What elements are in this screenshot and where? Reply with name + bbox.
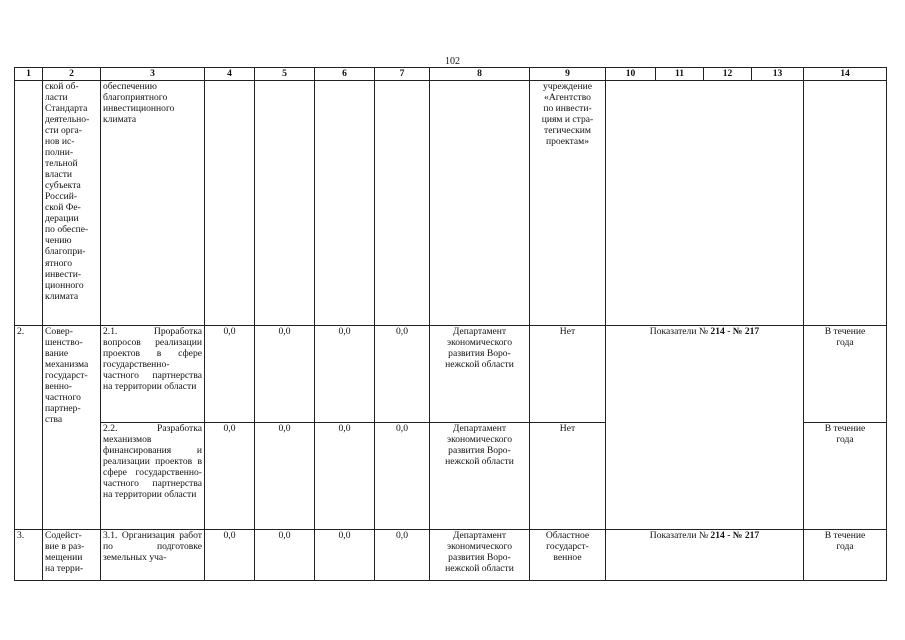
value-cell: 0,0 [315,530,375,581]
header-cell: 14 [804,68,887,81]
table-row [15,530,887,581]
term-cell: В течение года [804,530,887,581]
value-cell: 0,0 [375,423,430,530]
header-cell: 7 [375,68,430,81]
value-cell [205,81,255,326]
program-table [14,67,887,581]
value-cell [255,81,315,326]
value-cell: 0,0 [255,326,315,423]
activity-cell: обеспечению благоприятного инвестиционного климата [101,81,205,326]
header-cell: 3 [101,68,205,81]
value-cell: 0,0 [315,326,375,423]
activity-cell: 2.2. Разработка механизмов финансирования и реализации проектов в сфере государственно-частного партнерства на территории области [101,423,205,530]
header-cell: 8 [430,68,530,81]
term-cell: В течение года [804,326,887,423]
header-cell: 2 [43,68,101,81]
header-cell: 13 [752,68,804,81]
executor-cell: Департамент экономического развития Воро- нежской области [430,530,530,581]
value-cell: 0,0 [255,530,315,581]
value-cell: 0,0 [255,423,315,530]
value-cell [315,81,375,326]
co-executor-cell: Нет [530,326,606,423]
indicators-cell: Показатели № 214 - № 217 [606,326,804,530]
header-cell: 5 [255,68,315,81]
co-executor-cell: Областное государст- венное [530,530,606,581]
goal-cell: Совер- шенство- вание механизма государст- венно- частного партнер- ства [43,326,101,530]
executor-cell: Департамент экономического развития Воро- нежской области [430,423,530,530]
term-cell: В течение года [804,423,887,530]
row-number: 2. [15,326,43,530]
header-cell: 1 [15,68,43,81]
value-cell: 0,0 [205,326,255,423]
table-row [15,326,887,423]
header-cell: 12 [704,68,752,81]
goal-cell: ской об- ласти Стандарта деятельно- сти орга- нов ис- полни- тельной власти субъекта Россий- ской Фе- дерации по обеспе- чению благопри- ятного инвести- ционного климата [43,81,101,326]
page-number: 102 [445,56,460,67]
value-cell [375,81,430,326]
header-cell: 9 [530,68,606,81]
term-cell [804,81,887,326]
value-cell: 0,0 [315,423,375,530]
value-cell: 0,0 [375,326,430,423]
header-row [15,68,887,81]
executor-cell [430,81,530,326]
goal-cell: Содейст- вие в раз- мещении на терри- [43,530,101,581]
value-cell: 0,0 [375,530,430,581]
indicators-cell: Показатели № 214 - № 217 [606,530,804,581]
header-cell: 11 [656,68,704,81]
header-cell: 4 [205,68,255,81]
co-executor-cell: учреждение «Агентство по инвести- циям и стра- тегическим проектам» [530,81,606,326]
activity-cell: 3.1. Организация работ по подготовке земельных уча- [101,530,205,581]
header-cell: 6 [315,68,375,81]
row-number [15,81,43,326]
activity-cell: 2.1. Проработка вопросов реализации проектов в сфере государственно-частного партнерства на территории области [101,326,205,423]
indicators-cell [606,81,804,326]
co-executor-cell: Нет [530,423,606,530]
value-cell: 0,0 [205,530,255,581]
value-cell: 0,0 [205,423,255,530]
header-cell: 10 [606,68,656,81]
row-number: 3. [15,530,43,581]
executor-cell: Департамент экономического развития Воро- нежской области [430,326,530,423]
table-row [15,81,887,326]
